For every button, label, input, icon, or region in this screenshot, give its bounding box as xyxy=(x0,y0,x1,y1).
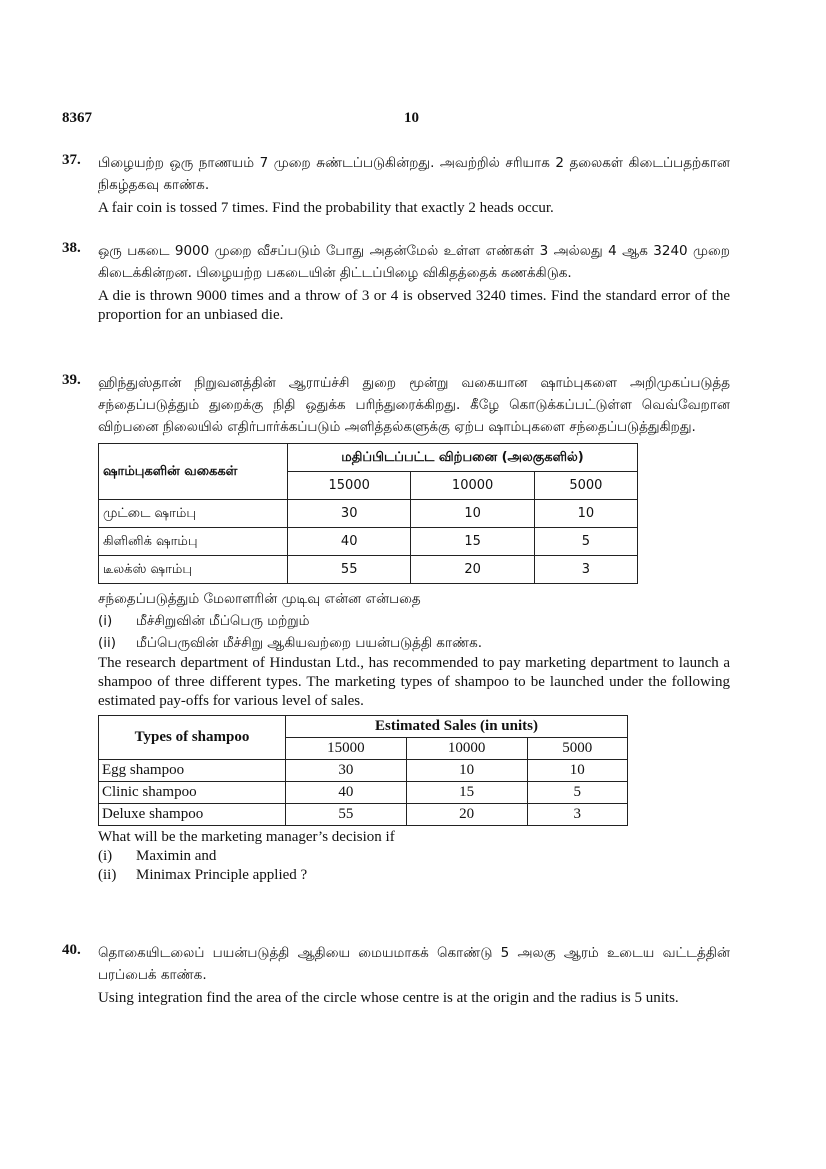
table-row-label: Egg shampoo xyxy=(99,760,286,782)
question-english-text: A fair coin is tossed 7 times. Find the probability that exactly 2 heads occur. xyxy=(98,200,554,216)
table-header-type: Types of shampoo xyxy=(99,716,286,760)
table-row-label: டீலக்ஸ் ஷாம்பு xyxy=(99,556,288,584)
table-cell: 5 xyxy=(534,528,637,556)
option-item xyxy=(98,866,730,885)
option-item xyxy=(98,610,730,632)
option-number: (i) xyxy=(98,848,113,864)
question-40 xyxy=(62,942,730,1008)
question-39 xyxy=(62,372,730,885)
option-number: (ii) xyxy=(98,635,117,651)
table-cell: 5 xyxy=(527,782,627,804)
table-row-label: Deluxe shampoo xyxy=(99,804,286,826)
question-tamil-text: ஒரு பகடை 9000 முறை வீசப்படும் போது அதன்மேல் உள்ள எண்கள் 3 அல்லது 4 ஆக 3240 முறை கிடைக்கின்றன. பிழையற்ற பகடையின் திட்டப்பிழை விகிதத்தைக் கணக்கிடுக. xyxy=(98,243,730,281)
table-cell: 30 xyxy=(286,760,407,782)
table-cell: 3 xyxy=(527,804,627,826)
option-text: மீச்சிறுவின் மீப்பெரு மற்றும் xyxy=(136,613,310,629)
question-number: 38. xyxy=(62,240,81,256)
question-tamil-text: தொகையிடலைப் பயன்படுத்தி ஆதியை மையமாகக் கொண்டு 5 அலகு ஆரம் உடைய வட்டத்தின் பரப்பைக் காண்க. xyxy=(98,945,730,983)
question-english-text: A die is thrown 9000 times and a throw of 3 or 4 is observed 3240 times. Find the standard error of the proportion for an unbiased die. xyxy=(98,288,730,323)
page-number: 10 xyxy=(404,110,419,126)
question-number: 39. xyxy=(62,372,81,388)
table-cell: 30 xyxy=(288,500,411,528)
table-column-header: 5000 xyxy=(534,472,637,500)
english-payoff-table xyxy=(98,715,628,826)
option-text: Minimax Principle applied ? xyxy=(136,867,308,883)
table-row xyxy=(99,760,628,782)
table-header-type: ஷாம்புகளின் வகைகள் xyxy=(99,444,288,500)
table-cell: 40 xyxy=(288,528,411,556)
question-37 xyxy=(62,152,730,218)
table-cell: 10 xyxy=(406,760,527,782)
table-cell: 10 xyxy=(411,500,534,528)
table-row-label: Clinic shampoo xyxy=(99,782,286,804)
question-tamil-text: பிழையற்ற ஒரு நாணயம் 7 முறை சுண்டப்படுகின்றது. அவற்றில் சரியாக 2 தலைகள் கிடைப்பதற்கான நிகழ்தகவு காண்க. xyxy=(98,155,730,193)
table-row xyxy=(99,528,638,556)
table-cell: 55 xyxy=(288,556,411,584)
option-item xyxy=(98,632,730,654)
table-column-header: 15000 xyxy=(286,738,407,760)
paper-code: 8367 xyxy=(62,110,92,126)
table-row xyxy=(99,500,638,528)
option-item xyxy=(98,847,730,866)
question-english-text: Using integration find the area of the circle whose centre is at the origin and the radius is 5 units. xyxy=(98,990,679,1006)
table-column-header: 10000 xyxy=(411,472,534,500)
table-cell: 55 xyxy=(286,804,407,826)
question-number: 37. xyxy=(62,152,81,168)
question-tamil-prompt: சந்தைப்படுத்தும் மேலாளரின் முடிவு என்ன என்பதை xyxy=(98,591,421,607)
table-row-label: கிளினிக் ஷாம்பு xyxy=(99,528,288,556)
table-row xyxy=(99,782,628,804)
table-cell: 20 xyxy=(411,556,534,584)
table-cell: 10 xyxy=(534,500,637,528)
option-number: (i) xyxy=(98,613,113,629)
table-header-sales: மதிப்பிடப்பட்ட விற்பனை (அலகுகளில்) xyxy=(288,444,638,472)
table-cell: 10 xyxy=(527,760,627,782)
table-cell: 40 xyxy=(286,782,407,804)
table-header-sales: Estimated Sales (in units) xyxy=(286,716,628,738)
question-english-intro: The research department of Hindustan Ltd., has recommended to pay marketing department to launch a shampoo of three different types. The marketing types of shampoo to be launched under the following estimated pay-offs for various level of sales. xyxy=(98,655,730,709)
table-cell: 20 xyxy=(406,804,527,826)
table-cell: 15 xyxy=(411,528,534,556)
table-row-label: முட்டை ஷாம்பு xyxy=(99,500,288,528)
table-column-header: 15000 xyxy=(288,472,411,500)
table-column-header: 5000 xyxy=(527,738,627,760)
question-number: 40. xyxy=(62,942,81,958)
table-cell: 3 xyxy=(534,556,637,584)
tamil-payoff-table xyxy=(98,443,638,584)
table-row xyxy=(99,804,628,826)
table-column-header: 10000 xyxy=(406,738,527,760)
question-38 xyxy=(62,240,730,325)
question-tamil-intro: ஹிந்துஸ்தான் நிறுவனத்தின் ஆராய்ச்சி துறை மூன்று வகையான ஷாம்புகளை அறிமுகப்படுத்த சந்தைப்படுத்தும் துறைக்கு நிதி ஒதுக்க பரிந்துரைக்கிறது. கீழே கொடுக்கப்பட்டுள்ள வெவ்வேறான விற்பனை நிலையில் எதிர்பார்க்கப்படும் அளித்தல்களுக்கு ஏற்ப ஷாம்புகளை சந்தைப்படுத்துகிறது. xyxy=(98,375,730,435)
table-row xyxy=(99,556,638,584)
option-text: Maximin and xyxy=(136,848,217,864)
option-number: (ii) xyxy=(98,867,117,883)
option-text: மீப்பெருவின் மீச்சிறு ஆகியவற்றை பயன்படுத்தி காண்க. xyxy=(136,635,483,651)
question-english-prompt: What will be the marketing manager’s decision if xyxy=(98,829,395,845)
table-cell: 15 xyxy=(406,782,527,804)
